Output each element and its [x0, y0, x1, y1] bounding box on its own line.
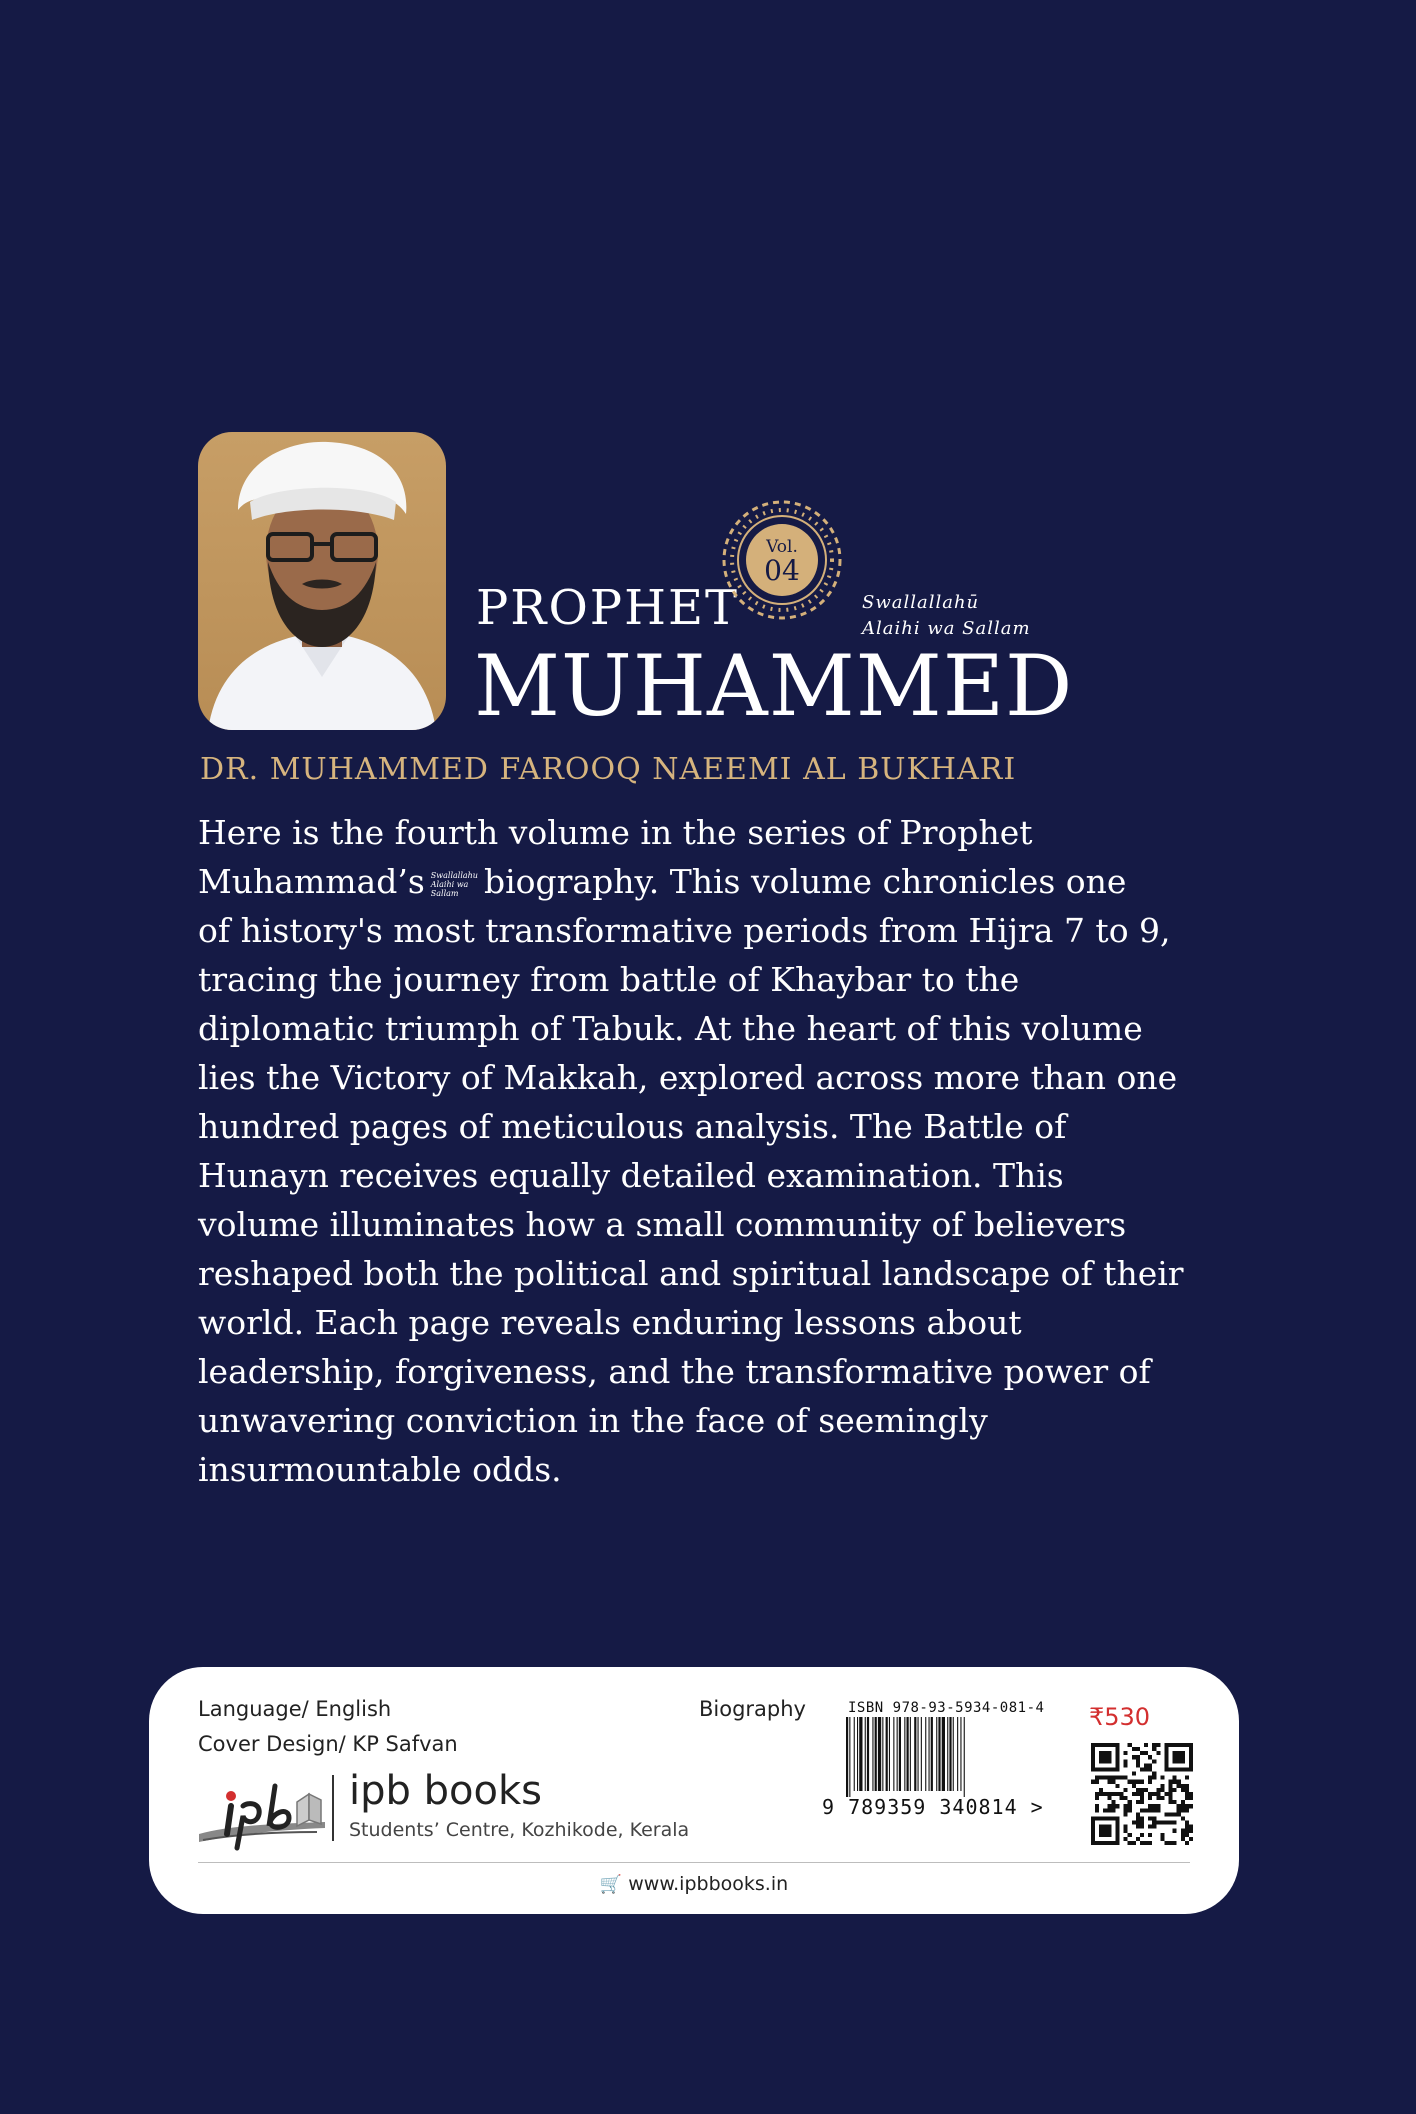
title-prophet: PROPHET [476, 580, 739, 636]
blurb-line: hundred pages of meticulous analysis. The Battle of [198, 1107, 1067, 1146]
publisher-name: ipb books [349, 1768, 542, 1814]
card-divider [198, 1862, 1190, 1863]
blurb-line: unwavering conviction in the face of seemingly [198, 1401, 988, 1440]
genre-label: Biography [699, 1697, 806, 1721]
isbn-label: ISBN 978-93-5934-081-4 [848, 1700, 1045, 1716]
cart-icon: 🛒 [599, 1874, 623, 1895]
pbuh-mini-calligraphy [431, 871, 478, 898]
blurb-line-part: biography. This volume chronicles one [483, 862, 1127, 901]
info-card [149, 1667, 1239, 1914]
blurb-line: lies the Victory of Makkah, explored across more than one [198, 1058, 1178, 1097]
pbuh-mini-line: Swallallahu [430, 870, 478, 880]
title-main: MUHAMMED [474, 637, 1074, 735]
blurb-line: leadership, forgiveness, and the transformative power of [198, 1352, 1151, 1391]
blurb-line: world. Each page reveals enduring lessons about [198, 1303, 1022, 1342]
honorific-line-2: Alaihi wa Sallam [862, 618, 1031, 639]
blurb-line: reshaped both the political and spiritual landscape of their [198, 1254, 1184, 1293]
barcode-icon [844, 1717, 1056, 1797]
barcode-number: 9 789359 340814 > [822, 1795, 1044, 1819]
blurb-line: volume illuminates how a small community of believers [198, 1205, 1127, 1244]
price-label: ₹530 [1089, 1703, 1151, 1731]
publisher-address: Students’ Centre, Kozhikode, Kerala [349, 1819, 690, 1841]
blurb-line: of history's most transformative periods from Hijra 7 to 9, [198, 911, 1171, 950]
blurb-line [198, 857, 1198, 906]
volume-number: 04 [764, 553, 800, 587]
author-name: DR. MUHAMMED FAROOQ NAEEMI AL BUKHARI [200, 752, 1017, 787]
volume-badge [718, 496, 846, 624]
website-line [149, 1873, 1239, 1895]
website-link[interactable]: www.ipbbooks.in [628, 1873, 789, 1895]
volume-label-disc [746, 524, 818, 596]
pbuh-mini-line: Sallam [430, 888, 459, 898]
author-photo [198, 432, 446, 730]
blurb-line: insurmountable odds. [198, 1450, 562, 1489]
cover-design-label: Cover Design/ KP Safvan [198, 1732, 458, 1756]
ipb-logo-icon [197, 1772, 327, 1852]
blurb-line: tracing the journey from battle of Khaybar to the [198, 960, 1020, 999]
blurb-line: Here is the fourth volume in the series of Prophet [198, 813, 1033, 852]
honorific-calligraphy [862, 590, 1031, 642]
blurb [198, 808, 1198, 1494]
pbuh-mini-line: Alaihi wa [430, 879, 469, 889]
blurb-line: diplomatic triumph of Tabuk. At the heart of this volume [198, 1009, 1143, 1048]
blurb-line-part: Muhammad’s [198, 862, 425, 901]
language-label: Language/ English [198, 1697, 392, 1721]
blurb-line: Hunayn receives equally detailed examination. This [198, 1156, 1064, 1195]
qr-code-icon [1091, 1743, 1193, 1845]
logo-divider [332, 1775, 334, 1841]
honorific-line-1: Swallallahū [862, 592, 980, 613]
volume-label: Vol. [766, 536, 798, 557]
